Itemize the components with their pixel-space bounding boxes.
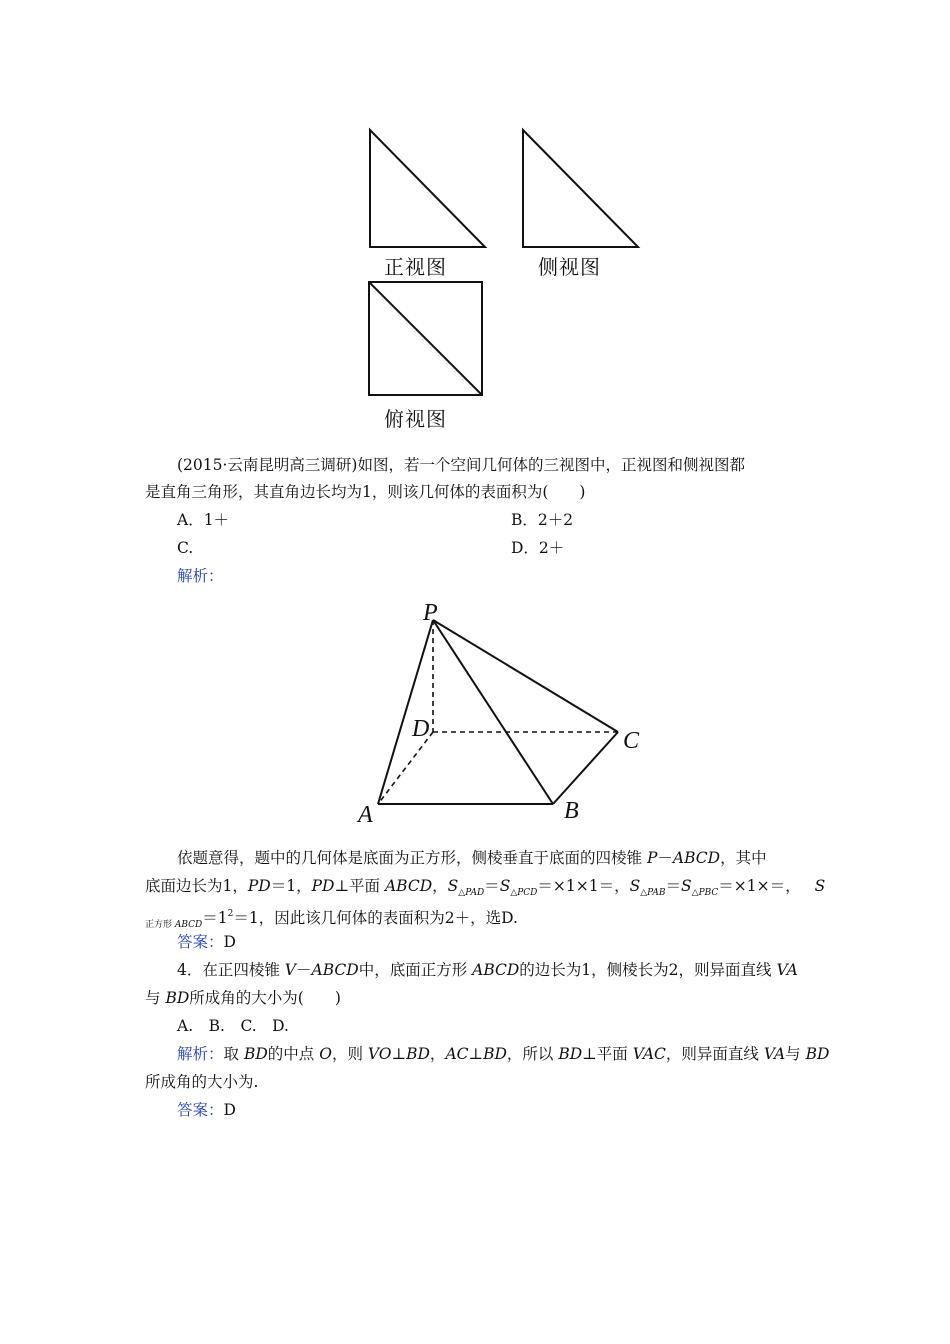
- stem-var: VA: [776, 961, 798, 979]
- solution-var: P: [646, 849, 658, 867]
- answer-value: D: [223, 1101, 236, 1119]
- problem4-stem-line2: [145, 988, 341, 1008]
- problem3-stem-line1: (2015·云南昆明高三调研)如图，若一个空间几何体的三视图中，正视图和侧视图都: [177, 456, 745, 474]
- solution-text: 依题意得，题中的几何体是底面为正方形，侧棱垂直于底面的四棱锥: [177, 849, 647, 867]
- problem3-option-b: B．2＋2: [511, 511, 574, 529]
- analysis-text: ⊥平面: [582, 1045, 633, 1063]
- problem4-answer: [177, 1100, 236, 1120]
- analysis-var: AC: [445, 1045, 469, 1063]
- top-view-caption: 俯视图: [384, 407, 447, 431]
- problem4-analysis-line2: 所成角的大小为.: [145, 1073, 259, 1091]
- analysis-var: BD: [558, 1045, 583, 1063]
- problem3-analysis-label: 解析：: [177, 567, 224, 585]
- analysis-text: 的中点: [267, 1045, 320, 1063]
- stem-var: BD: [165, 989, 190, 1007]
- front-view-caption: 正视图: [384, 255, 447, 279]
- answer-value: D: [223, 933, 236, 951]
- analysis-text: ⊥: [468, 1045, 484, 1063]
- problem4-stem-line1: [177, 960, 798, 980]
- analysis-text: ，所以: [506, 1045, 559, 1063]
- analysis-text: 与: [785, 1045, 806, 1063]
- stem-text: 中，底面正方形: [358, 961, 473, 979]
- analysis-var: VA: [763, 1045, 786, 1063]
- stem-text: 所成角的大小为( ): [189, 989, 341, 1007]
- front-view-figure: [360, 120, 500, 260]
- problem4-analysis-line1: [177, 1044, 829, 1064]
- solution-text: ，其中: [720, 849, 767, 867]
- stem-text: 4．在正四棱锥: [177, 961, 285, 979]
- solution-text: －: [657, 849, 673, 867]
- problem3-solution-line1: [177, 848, 767, 868]
- problem4-options: A. B. C. D.: [177, 1017, 289, 1035]
- analysis-text: ⊥: [391, 1045, 407, 1063]
- edge-PC: [433, 620, 618, 732]
- answer-label: 答案：: [177, 1101, 224, 1119]
- side-view-caption: 侧视图: [538, 255, 601, 279]
- answer-label: 答案：: [177, 933, 224, 951]
- side-view-triangle: [523, 130, 638, 247]
- stem-text: 与: [145, 989, 166, 1007]
- analysis-var: O: [319, 1045, 332, 1063]
- analysis-var: BD: [406, 1045, 430, 1063]
- analysis-text: ，则: [331, 1045, 368, 1063]
- analysis-var: VAC: [632, 1045, 666, 1063]
- top-view-diagonal: [369, 282, 482, 395]
- vertex-label-P: P: [423, 600, 438, 626]
- problem3-option-a: A．1＋: [177, 511, 230, 529]
- problem3-answer: [177, 932, 236, 952]
- vertex-label-A: A: [358, 802, 373, 828]
- analysis-var: BD: [483, 1045, 507, 1063]
- vertex-label-B: B: [564, 798, 579, 824]
- solution-var: ABCD: [672, 849, 721, 867]
- front-view-triangle: [370, 130, 485, 247]
- stem-var: V: [284, 961, 296, 979]
- analysis-var: VO: [367, 1045, 392, 1063]
- problem3-option-d: D．2＋: [511, 539, 565, 557]
- stem-var: ABCD: [472, 961, 520, 979]
- stem-text: 的边长为1，侧棱长为2，则异面直线: [519, 961, 777, 979]
- edge-PA: [378, 620, 433, 804]
- pyramid-figure: [340, 590, 660, 830]
- problem3-option-c: C.: [177, 539, 194, 557]
- edge-PB: [433, 620, 553, 804]
- problem3-solution-line3: $_{正方形 ABCD}=1^2=1$，因此该几何体的表面积为2＋，选D.: [145, 909, 518, 930]
- side-view-figure: [513, 120, 653, 260]
- vertex-label-D: D: [412, 716, 430, 742]
- problem3-solution-line2: 底面边长为1，PD＝1，PD⊥平面 ABCD，$S_{\triangle PAD}=S_{\triangle PCD}=\times 1\times 1=$，$S_{\triangle PAB}=S_{\triangle PBC}=\times 1\times=$， S: [145, 877, 826, 898]
- edge-BC: [553, 732, 618, 804]
- analysis-var: BD: [805, 1045, 830, 1063]
- vertex-label-C: C: [623, 728, 640, 754]
- analysis-text: ，则异面直线: [665, 1045, 764, 1063]
- stem-var: ABCD: [311, 961, 359, 979]
- analysis-text: 取: [223, 1045, 244, 1063]
- analysis-label: 解析：: [177, 1045, 224, 1063]
- problem3-stem-line2: 是直角三角形，其直角边长均为1，则该几何体的表面积为( ): [145, 483, 586, 501]
- analysis-text: ，: [429, 1045, 446, 1063]
- edge-DA-hidden: [378, 732, 433, 804]
- top-view-figure: [360, 273, 495, 408]
- stem-text: －: [296, 961, 312, 979]
- analysis-var: BD: [243, 1045, 268, 1063]
